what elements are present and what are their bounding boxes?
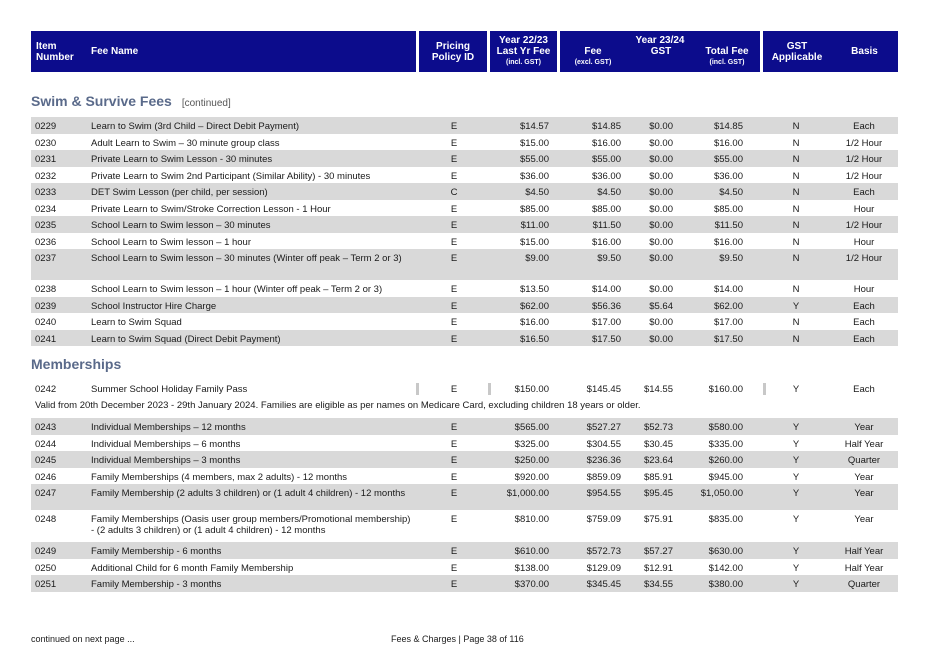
cell-fee-excl-gst: $56.36 [591,300,621,312]
header-fee [560,46,626,68]
cell-fee-name: Individual Memberships – 6 months [91,438,241,450]
cell-gst-amount: $0.00 [649,236,673,248]
cell-gst-amount: $0.00 [649,187,673,198]
cell-item-number: 0230 [35,137,57,149]
section-title-memberships-text: Memberships [31,356,122,372]
cell-gst-applicable: N [792,203,800,215]
cell-total-fee: $945.00 [708,471,743,483]
cell-item-number: 0232 [35,170,57,182]
footer-continued: continued on next page ... [31,634,135,644]
cell-fee-name: Private Learn to Swim Lesson - 30 minutes [91,154,273,165]
cell-pricing-policy: E [450,438,458,450]
cell-fee-name: Learn to Swim (3rd Child – Direct Debit Payment) [91,121,300,132]
cell-fee-name: Private Learn to Swim 2nd Participant (Similar Ability) - 30 minutes [91,170,371,182]
cell-fee-excl-gst: $236.36 [586,455,621,466]
cell-last-year-fee: $150.00 [514,384,549,395]
cell-item-number: 0236 [35,236,57,248]
cell-total-fee: $55.00 [713,154,743,165]
cell-fee-excl-gst: $55.00 [591,154,621,165]
cell-gst-amount: $12.91 [643,562,673,574]
cell-gst-applicable: N [792,220,800,231]
cell-gst-applicable: Y [792,579,800,590]
cell-gst-applicable: N [792,284,800,295]
cell-last-year-fee: $36.00 [519,170,549,182]
cell-basis: Year [854,514,874,525]
cell-pricing-policy: C [450,187,458,198]
cell-total-fee: $4.50 [719,187,743,198]
cell-total-fee: $14.85 [713,121,743,132]
cell-fee-name: DET Swim Lesson (per child, per session) [91,187,268,198]
cell-fee-name: Learn to Swim Squad [91,317,182,328]
table-row [31,380,898,398]
header-pricing-policy [419,31,487,72]
cell-gst-applicable: N [792,187,800,198]
header-gst-applicable [763,31,831,72]
cell-fee-name: Family Memberships (Oasis user group members/Promotional membership) - (2 adults 3 children) or (1 adult 4 children) - 12 months [91,514,411,536]
cell-fee-name: Individual Memberships – 3 months [91,455,241,466]
header-incl-gst-2: (incl. GST) [709,59,745,66]
cell-fee-excl-gst: $954.55 [586,488,621,499]
table-row [31,200,898,217]
cell-total-fee: $142.00 [708,562,743,574]
section-title-memberships [31,356,121,372]
cell-fee-excl-gst: $145.45 [586,384,621,395]
cell-last-year-fee: $1,000.00 [506,488,549,499]
header-year-curr [560,31,760,72]
cell-gst-applicable: N [792,333,800,345]
header-fee-label: Fee [584,46,602,57]
cell-gst-amount: $0.00 [649,333,673,345]
cell-total-fee: $17.00 [713,317,743,328]
cell-last-year-fee: $610.00 [514,546,549,557]
cell-fee-excl-gst: $14.00 [591,284,621,295]
cell-fee-excl-gst: $17.50 [591,333,621,345]
cell-last-year-fee: $16.00 [519,317,549,328]
cell-last-year-fee: $810.00 [514,514,549,525]
cell-last-year-fee: $4.50 [525,187,549,198]
cell-last-year-fee: $15.00 [519,137,549,149]
cell-gst-applicable: Y [792,384,800,395]
cell-gst-applicable: Y [792,546,800,557]
cell-fee-excl-gst: $36.00 [591,170,621,182]
cell-fee-name: Summer School Holiday Family Pass [91,384,248,395]
cell-fee-name: Learn to Swim Squad (Direct Debit Payment) [91,333,281,345]
header-last-yr-fee: Last Yr Fee [496,46,551,57]
cell-total-fee: $11.50 [714,220,743,231]
cell-total-fee: $17.50 [713,333,743,345]
header-incl-gst-1: (incl. GST) [505,59,541,66]
cell-gst-applicable: N [792,154,800,165]
cell-pricing-policy: E [450,384,458,395]
membership-note: Valid from 20th December 2023 - 29th January 2024. Families are eligible as per names on Medicare Card, excluding children 18 years or older. [35,400,641,411]
header-basis-label: Basis [851,46,878,57]
table-row [31,249,898,280]
cell-fee-name: School Learn to Swim lesson – 1 hour (Winter off peak – Term 2 or 3) [91,284,383,295]
footer-page-number: Fees & Charges | Page 38 of 116 [391,634,524,644]
cell-total-fee: $160.00 [708,384,743,395]
cell-last-year-fee: $138.00 [514,562,549,574]
cell-basis: Half Year [844,562,884,574]
cell-basis: Each [853,300,875,312]
table-row [31,150,898,167]
cell-basis: Each [853,384,875,395]
cell-last-year-fee: $325.00 [514,438,549,450]
cell-gst-applicable: Y [792,422,800,433]
cell-fee-excl-gst: $9.50 [597,253,621,264]
cell-basis: Each [853,121,875,132]
cell-gst-applicable: N [792,137,800,149]
cell-item-number: 0240 [35,317,57,328]
header-fee-name-label: Fee Name [91,46,139,57]
cell-gst-applicable: N [792,121,800,132]
table-row [31,451,898,468]
cell-fee-name: Individual Memberships – 12 months [91,422,246,433]
cell-gst-amount: $52.73 [643,422,673,433]
cell-item-number: 0243 [35,422,57,433]
cell-gst-amount: $30.45 [643,438,673,450]
cell-gst-amount: $0.00 [649,220,673,231]
table-row [31,134,898,151]
cell-total-fee: $260.00 [708,455,743,466]
cell-fee-name: Family Membership (2 adults 3 children) or (1 adult 4 children) - 12 months [91,488,406,499]
cell-gst-amount: $95.45 [643,488,673,499]
cell-fee-name: Private Learn to Swim/Stroke Correction Lesson - 1 Hour [91,203,331,215]
cell-fee-excl-gst: $129.09 [586,562,621,574]
cell-gst-amount: $85.91 [643,471,673,483]
cell-basis: Year [854,422,874,433]
cell-total-fee: $36.00 [713,170,743,182]
cell-fee-excl-gst: $345.45 [586,579,621,590]
cell-fee-excl-gst: $759.09 [586,514,621,525]
cell-pricing-policy: E [450,170,458,182]
cell-gst-applicable: N [792,236,800,248]
column-separator [763,383,766,395]
cell-gst-amount: $5.64 [649,300,673,312]
cell-gst-amount: $0.00 [649,170,673,182]
cell-last-year-fee: $15.00 [519,236,549,248]
cell-basis: Half Year [844,546,884,557]
table-row [31,313,898,330]
cell-basis: Each [853,317,875,328]
cell-gst-applicable: Y [792,471,800,483]
cell-gst-amount: $75.91 [643,514,673,525]
cell-basis: Quarter [847,455,881,466]
cell-last-year-fee: $14.57 [519,121,549,132]
cell-total-fee: $580.00 [708,422,743,433]
cell-item-number: 0229 [35,121,57,132]
cell-pricing-policy: E [450,562,458,574]
header-item-number-label: Item Number [36,40,74,63]
table-row [31,468,898,485]
cell-gst-amount: $34.55 [643,579,673,590]
cell-basis: Year [854,488,874,499]
header-year-prev: Year 22/23 [499,35,548,46]
cell-last-year-fee: $9.00 [525,253,549,264]
cell-fee-name: Family Memberships (4 members, max 2 adults) - 12 months [91,471,348,483]
cell-basis: Hour [853,236,875,248]
cell-fee-excl-gst: $17.00 [591,317,621,328]
table-row [31,542,898,559]
cell-fee-name: School Instructor Hire Charge [91,300,217,312]
cell-total-fee: $16.00 [713,137,743,149]
section-title-swim-text: Swim & Survive Fees [31,93,172,109]
cell-item-number: 0248 [35,514,57,525]
cell-last-year-fee: $55.00 [519,154,549,165]
header-basis [831,31,898,72]
cell-pricing-policy: E [450,154,458,165]
cell-item-number: 0250 [35,562,57,574]
cell-item-number: 0251 [35,579,57,590]
cell-gst-amount: $0.00 [649,253,673,264]
cell-gst-amount: $0.00 [649,137,673,149]
cell-gst-applicable: Y [792,455,800,466]
cell-item-number: 0239 [35,300,57,312]
cell-total-fee: $62.00 [713,300,743,312]
cell-last-year-fee: $370.00 [514,579,549,590]
header-total-fee-label: Total Fee [705,46,749,57]
cell-basis: Hour [853,284,875,295]
cell-pricing-policy: E [450,546,458,557]
cell-item-number: 0235 [35,220,57,231]
cell-last-year-fee: $250.00 [514,455,549,466]
cell-basis: 1/2 Hour [845,137,883,149]
cell-gst-amount: $0.00 [649,121,673,132]
cell-item-number: 0231 [35,154,57,165]
cell-basis: Quarter [847,579,881,590]
cell-fee-name: Adult Learn to Swim – 30 minute group class [91,137,280,149]
table-row [31,167,898,184]
cell-gst-applicable: Y [792,300,800,312]
header-year-curr-label: Year 23/24 [635,35,685,46]
table-row [31,216,898,233]
header-gst: GST [650,46,672,57]
cell-fee-excl-gst: $16.00 [591,236,621,248]
column-separator [416,383,419,395]
cell-pricing-policy: E [450,253,458,264]
cell-last-year-fee: $16.50 [519,333,549,345]
cell-gst-applicable: Y [792,488,800,499]
cell-total-fee: $16.00 [713,236,743,248]
cell-item-number: 0242 [35,384,57,395]
cell-total-fee: $14.00 [713,284,743,295]
column-separator [488,383,491,395]
cell-last-year-fee: $920.00 [514,471,549,483]
cell-gst-applicable: N [792,253,800,264]
section-continued-label: [continued] [181,98,231,109]
cell-fee-excl-gst: $11.50 [592,220,621,231]
cell-fee-excl-gst: $4.50 [597,187,621,198]
section-title-swim [31,93,231,109]
cell-pricing-policy: E [450,333,458,345]
cell-item-number: 0245 [35,455,57,466]
cell-fee-excl-gst: $527.27 [586,422,621,433]
table-row [31,575,898,592]
cell-item-number: 0237 [35,253,57,264]
header-gst-applicable-label: GST Applicable [771,40,823,63]
cell-pricing-policy: E [450,300,458,312]
table-row [31,484,898,510]
cell-fee-excl-gst: $85.00 [591,203,621,215]
cell-total-fee: $380.00 [708,579,743,590]
cell-fee-excl-gst: $304.55 [586,438,621,450]
cell-gst-amount: $57.27 [643,546,673,557]
cell-gst-amount: $0.00 [649,203,673,215]
cell-pricing-policy: E [450,471,458,483]
cell-pricing-policy: E [450,137,458,149]
cell-gst-applicable: N [792,317,800,328]
cell-item-number: 0238 [35,284,57,295]
table-row [31,117,898,134]
cell-pricing-policy: E [450,488,458,499]
cell-pricing-policy: E [450,455,458,466]
cell-last-year-fee: $62.00 [519,300,549,312]
table-row [31,559,898,576]
header-excl-gst: (excl. GST) [574,59,612,66]
cell-item-number: 0233 [35,187,57,198]
cell-basis: Hour [853,203,875,215]
cell-gst-amount: $0.00 [649,284,673,295]
cell-pricing-policy: E [450,422,458,433]
cell-total-fee: $335.00 [708,438,743,450]
cell-basis: Year [854,471,874,483]
cell-pricing-policy: E [450,284,458,295]
table-row [31,233,898,250]
cell-gst-applicable: Y [792,514,800,525]
table-row [31,280,898,297]
cell-pricing-policy: E [450,121,458,132]
cell-total-fee: $85.00 [713,203,743,215]
cell-basis: Each [853,187,875,198]
table-row [31,330,898,347]
table-row [31,418,898,435]
cell-last-year-fee: $85.00 [519,203,549,215]
table-row [31,183,898,200]
cell-basis: 1/2 Hour [845,220,883,231]
cell-basis: 1/2 Hour [845,253,883,264]
cell-fee-excl-gst: $14.85 [591,121,621,132]
cell-pricing-policy: E [450,203,458,215]
cell-fee-excl-gst: $859.09 [586,471,621,483]
cell-basis: Half Year [844,438,884,450]
cell-item-number: 0234 [35,203,57,215]
cell-gst-applicable: Y [792,438,800,450]
cell-total-fee: $630.00 [708,546,743,557]
cell-fee-excl-gst: $572.73 [586,546,621,557]
cell-pricing-policy: E [450,236,458,248]
cell-last-year-fee: $13.50 [519,284,549,295]
cell-item-number: 0241 [35,333,57,345]
cell-pricing-policy: E [450,514,458,525]
cell-gst-applicable: Y [792,562,800,574]
cell-fee-name: Family Membership - 6 months [91,546,222,557]
cell-last-year-fee: $11.00 [520,220,549,231]
cell-item-number: 0247 [35,488,57,499]
cell-basis: Each [853,333,875,345]
cell-gst-amount: $23.64 [643,455,673,466]
cell-last-year-fee: $565.00 [514,422,549,433]
header-fee-name [84,31,416,72]
cell-gst-amount: $0.00 [649,317,673,328]
cell-pricing-policy: E [450,317,458,328]
cell-basis: 1/2 Hour [845,170,883,182]
cell-total-fee: $9.50 [719,253,743,264]
cell-gst-amount: $0.00 [649,154,673,165]
cell-gst-applicable: N [792,170,800,182]
table-row [31,297,898,314]
cell-item-number: 0246 [35,471,57,483]
cell-fee-name: School Learn to Swim lesson – 1 hour [91,236,252,248]
header-last-yr [490,31,557,72]
cell-total-fee: $1,050.00 [700,488,743,499]
cell-fee-name: Family Membership - 3 months [91,579,222,590]
cell-basis: 1/2 Hour [845,154,883,165]
cell-fee-name: School Learn to Swim lesson – 30 minutes (Winter off peak – Term 2 or 3) [91,253,402,264]
cell-gst-amount: $14.55 [643,384,673,395]
cell-fee-excl-gst: $16.00 [591,137,621,149]
cell-pricing-policy: E [450,579,458,590]
header-total-fee [694,46,760,68]
cell-fee-name: School Learn to Swim lesson – 30 minutes [91,220,271,231]
cell-item-number: 0249 [35,546,57,557]
cell-item-number: 0244 [35,438,57,450]
cell-fee-name: Additional Child for 6 month Family Membership [91,562,294,574]
header-pricing-policy-label: Pricing Policy ID [431,40,475,63]
table-row [31,510,898,542]
cell-pricing-policy: E [450,220,458,231]
header-item-number [31,31,84,72]
table-row [31,435,898,452]
cell-total-fee: $835.00 [708,514,743,525]
